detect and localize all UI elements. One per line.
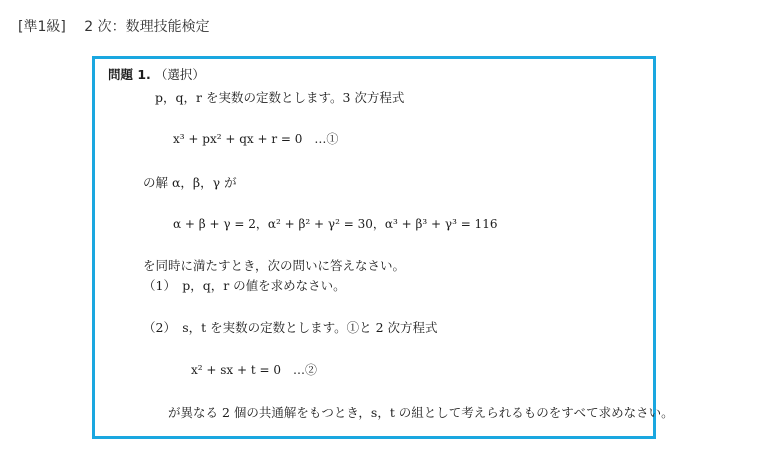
simultaneous-text: を同時に満たすとき，次の問いに答えなさい。 xyxy=(143,258,406,273)
exam-label: 2 次：数理技能検定 xyxy=(84,19,210,35)
conditions-equation: α + β + γ = 2，α² + β² + γ² = 30，α³ + β³ + γ³ = 116 xyxy=(173,217,498,231)
problem-title xyxy=(108,67,205,83)
problem-intro: p，q，r を実数の定数とします。3 次方程式 xyxy=(155,90,405,105)
question-2: （2） s，t を実数の定数とします。①と 2 次方程式 xyxy=(143,320,438,335)
problem-subtitle: （選択） xyxy=(154,67,205,82)
problem-number: 問題 1. xyxy=(108,67,151,82)
page-header xyxy=(18,16,210,36)
question-2-end: が異なる 2 個の共通解をもつとき，s，t の組として考えられるものをすべて求めなさい。 xyxy=(168,405,674,420)
question-1: （1） p，q，r の値を求めなさい。 xyxy=(143,278,346,293)
cubic-equation: x³ + px² + qx + r = 0 …① xyxy=(173,132,339,146)
problem-box xyxy=(92,56,674,439)
quadratic-equation: x² + sx + t = 0 …② xyxy=(191,363,318,377)
roots-text: の解 α，β，γ が xyxy=(143,175,237,190)
grade-label: [準1級] xyxy=(18,19,66,35)
